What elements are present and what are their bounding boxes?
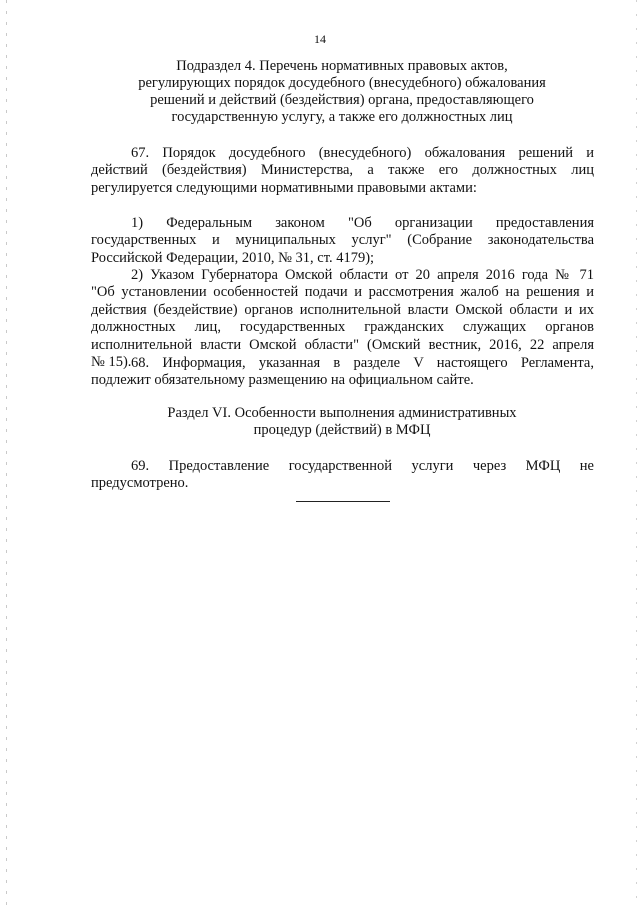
paragraph-line: должностных лиц, государственных гражданских служащих органов — [91, 319, 594, 336]
paragraph-67 — [91, 145, 594, 197]
paragraph-line: 67. Порядок досудебного (внесудебного) обжалования решений и — [131, 145, 594, 161]
scan-left-edge — [6, 0, 7, 905]
paragraph-line: предусмотрено. — [91, 475, 189, 492]
section-heading-line: Раздел VI. Особенности выполнения административных — [167, 405, 517, 421]
section-heading — [90, 405, 594, 439]
subsection-heading-line: государственную услугу, а также его должностных лиц — [171, 109, 513, 125]
paragraph-line: № 15). — [91, 354, 132, 371]
closing-rule — [296, 501, 390, 502]
paragraph-line: регулируется следующими нормативными правовыми актами: — [91, 179, 477, 196]
list-item-1 — [91, 215, 594, 267]
paragraph-line: действий (бездействия) Министерства, а также его должностных лиц — [91, 162, 594, 179]
subsection-heading — [90, 58, 594, 126]
paragraph-line: 69. Предоставление государственной услуги через МФЦ не — [131, 458, 594, 474]
paragraph-line: "Об установлении особенностей подачи и рассмотрения жалоб на решения и — [91, 284, 594, 301]
paragraph-line: исполнительной власти Омской области" (Омский вестник, 2016, 22 апреля — [91, 336, 594, 353]
paragraph-line: Российской Федерации, 2010, № 31, ст. 4179); — [91, 249, 375, 266]
scan-right-edge — [636, 0, 637, 905]
paragraph-line: действия (бездействие) органов исполнительной власти Омской области и их — [91, 301, 594, 318]
paragraph-68 — [91, 355, 594, 390]
paragraph-line: 68. Информация, указанная в разделе V настоящего Регламента, — [131, 355, 594, 371]
subsection-heading-line: решений и действий (бездействия) органа, предоставляющего — [150, 92, 534, 108]
section-heading-line: процедур (действий) в МФЦ — [253, 422, 431, 438]
page-number: 14 — [314, 32, 326, 46]
subsection-heading-line: регулирующих порядок досудебного (внесудебного) обжалования — [138, 75, 546, 91]
paragraph-line: государственных и муниципальных услуг" (Собрание законодательства — [91, 232, 594, 249]
subsection-heading-line: Подраздел 4. Перечень нормативных правовых актов, — [176, 58, 508, 74]
paragraph-line: 2) Указом Губернатора Омской области от 20 апреля 2016 года № 71 — [131, 267, 594, 283]
paragraph-line: подлежит обязательному размещению на официальном сайте. — [91, 372, 474, 389]
paragraph-69 — [91, 458, 594, 493]
paragraph-line: 1) Федеральным законом "Об организации предоставления — [131, 215, 594, 231]
